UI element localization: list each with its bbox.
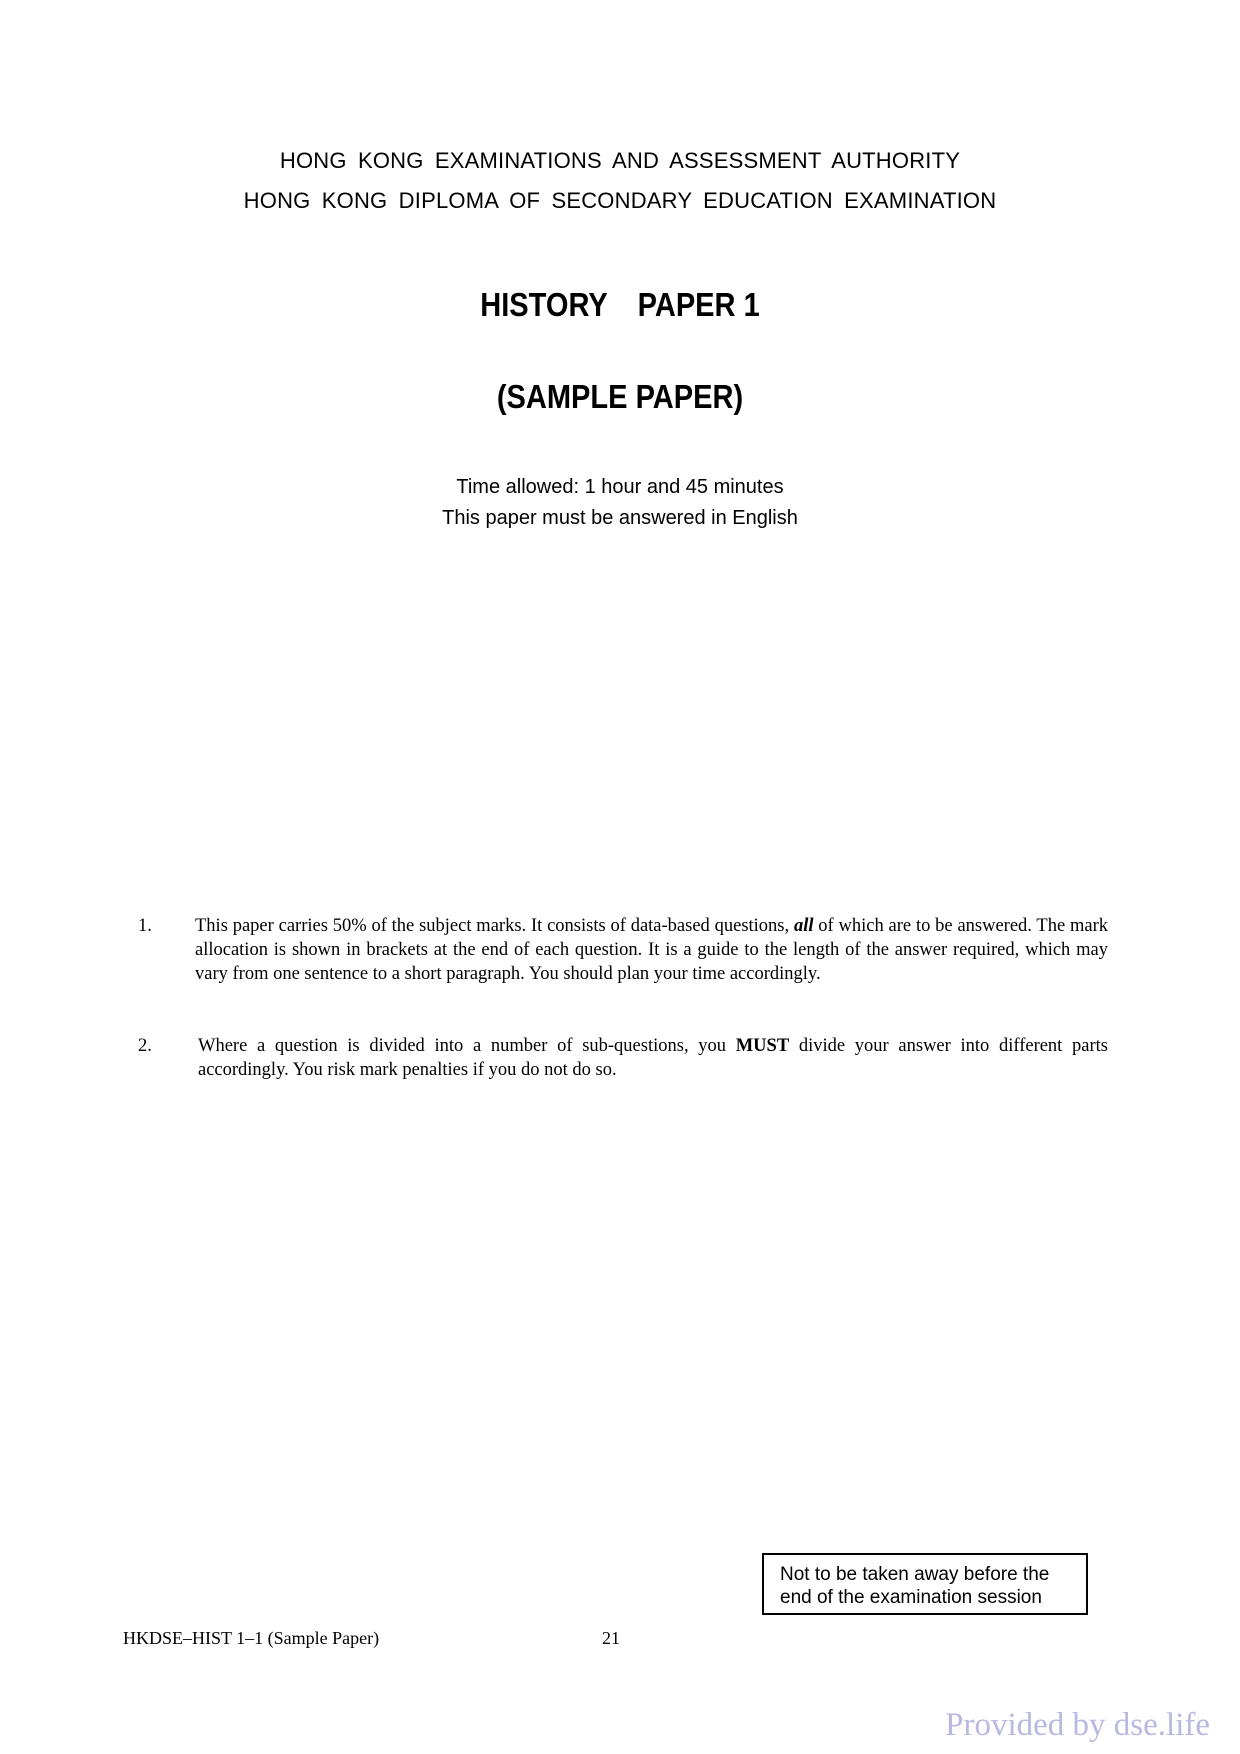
page-number: 21 bbox=[602, 1628, 620, 1648]
notice-line: end of the examination session bbox=[780, 1587, 1042, 1608]
answer-language: This paper must be answered in English bbox=[442, 507, 798, 529]
paper-title bbox=[74, 286, 1165, 324]
instruction-number: 1. bbox=[138, 916, 152, 936]
instruction-text bbox=[195, 914, 1108, 986]
time-allowed: Time allowed: 1 hour and 45 minutes bbox=[456, 476, 784, 498]
subject-name: HISTORY bbox=[480, 286, 608, 323]
instruction-text-part: This paper carries 50% of the subject marks. It consists of data-based questions, bbox=[195, 916, 794, 936]
instruction-emphasis: all bbox=[793, 916, 814, 936]
instruction-emphasis: MUST bbox=[735, 1036, 790, 1056]
instruction-text-part: divide your answer into different parts accordingly. You risk mark penalties if you do not do so. bbox=[198, 1036, 1108, 1080]
notice-line: Not to be taken away before the bbox=[780, 1564, 1050, 1585]
instruction-text-part: of which are to be answered. The mark allocation is shown in brackets at the end of each question. It is a guide to the length of the answer required, which may vary from one sentence to a short paragraph. You should plan your time accordingly. bbox=[195, 916, 1108, 984]
authority-name: HONG KONG EXAMINATIONS AND ASSESSMENT AUTHORITY bbox=[279, 148, 961, 173]
paper-code: HKDSE–HIST 1–1 (Sample Paper) bbox=[123, 1628, 380, 1648]
instruction-text bbox=[198, 1034, 1108, 1082]
exam-name: HONG KONG DIPLOMA OF SECONDARY EDUCATION EXAMINATION bbox=[243, 188, 997, 213]
paper-number: PAPER 1 bbox=[637, 286, 760, 323]
paper-subtitle: (SAMPLE PAPER) bbox=[496, 378, 744, 415]
instruction-text-part: Where a question is divided into a number of sub-questions, you bbox=[198, 1036, 736, 1056]
instruction-number: 2. bbox=[138, 1036, 152, 1056]
watermark: Provided by dse.life bbox=[945, 1707, 1210, 1743]
notice-box bbox=[762, 1553, 1088, 1615]
